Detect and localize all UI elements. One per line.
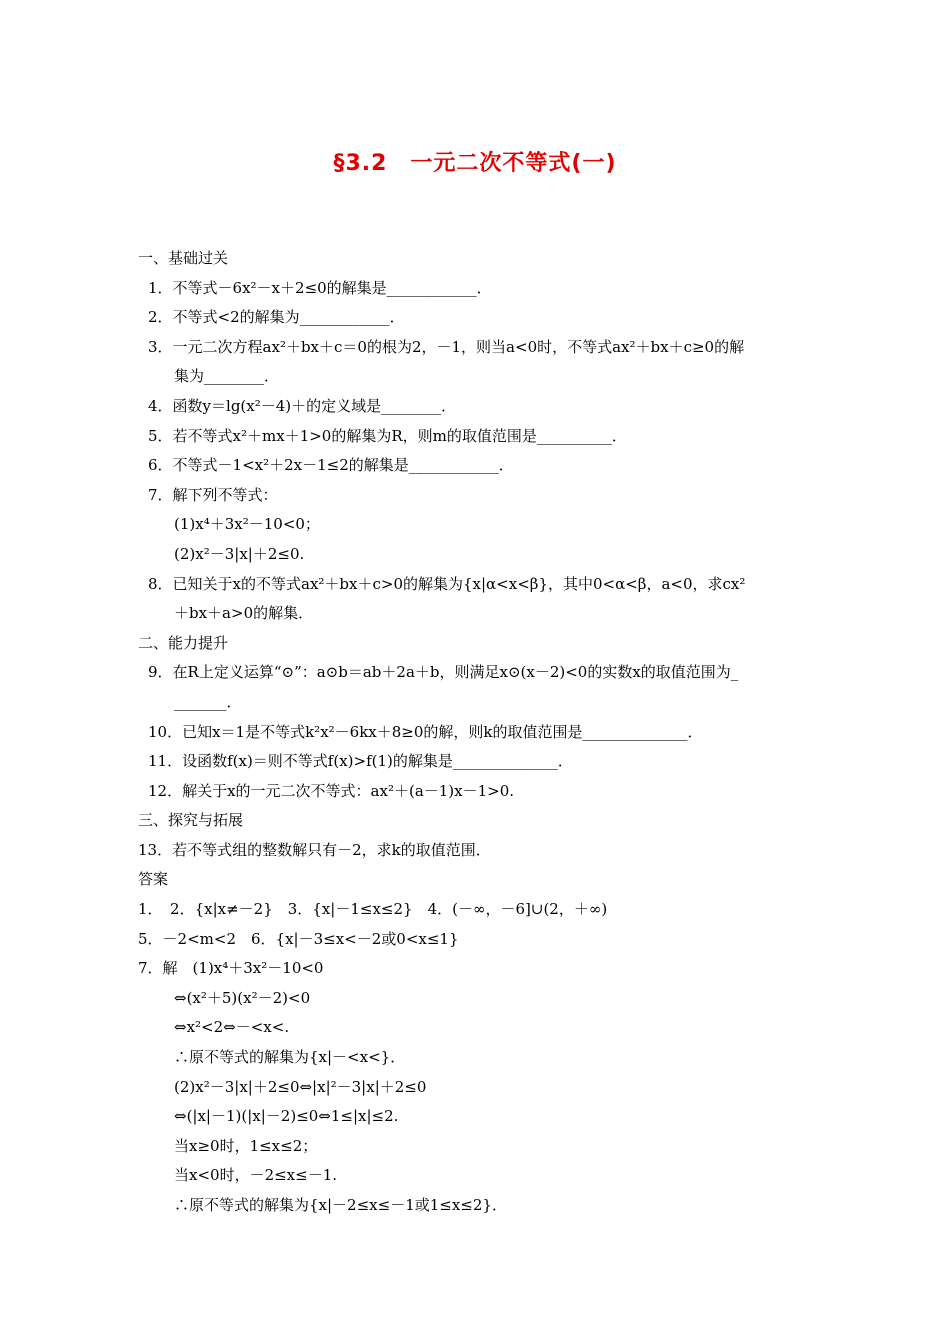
text-line: 5．－2<m<2 6．{x|－3≤x<－2或0<x≤1} [138, 929, 459, 948]
text-line: 8．已知关于x的不等式ax²＋bx＋c>0的解集为{x|α<x<β}，其中0<α<β，a<0，求cx² [148, 574, 746, 593]
text-line: ∴原不等式的解集为{x|－<x<}． [174, 1048, 406, 1067]
text-line: 13．若不等式组的整数解只有－2，求k的取值范围． [138, 840, 491, 859]
page-title: §3.2 一元二次不等式(一) [333, 151, 617, 176]
text-line: 9．在R上定义运算“⊙”：a⊙b＝ab＋2a＋b，则满足x⊙(x－2)<0的实数x的取值范围为_ [148, 663, 739, 682]
text-line: 4．函数y＝lg(x²－4)＋的定义域是________． [148, 396, 457, 415]
text-line: 12．解关于x的一元二次不等式：ax²＋(a－1)x－1>0. [148, 781, 515, 800]
text-line: ∴原不等式的解集为{x|－2≤x≤－1或1≤x≤2}． [174, 1196, 507, 1214]
text-line: (2)x²－3|x|＋2≤0. [174, 544, 305, 563]
text-line: ⇔x²<2⇔－<x<. [174, 1018, 290, 1037]
text-line: 集为________． [174, 367, 280, 386]
text-line: 7．解下列不等式： [148, 485, 278, 504]
text-line: ⇔(|x|－1)(|x|－2)≤0⇔1≤|x|≤2. [174, 1107, 399, 1126]
text-line: 二、能力提升 [138, 633, 229, 652]
text-line: (2)x²－3|x|＋2≤0⇔|x|²－3|x|＋2≤0 [174, 1077, 427, 1096]
text-line: 11．设函数f(x)＝则不等式f(x)>f(1)的解集是______________． [148, 752, 573, 771]
text-line: 7．解 (1)x⁴＋3x²－10<0 [138, 959, 324, 978]
document-body [138, 244, 828, 1221]
text-line: ⇔(x²＋5)(x²－2)<0 [174, 988, 311, 1007]
text-line: 一、基础过关 [138, 249, 229, 267]
text-line: 2．不等式<2的解集为____________． [148, 308, 405, 327]
text-line: ＋bx＋a>0的解集． [174, 604, 314, 623]
text-line: 5．若不等式x²＋mx＋1>0的解集为R，则m的取值范围是__________． [148, 426, 627, 445]
text-line: 10．已知x＝1是不等式k²x²－6kx＋8≥0的解，则k的取值范围是______________． [148, 722, 703, 741]
text-line: (1)x⁴＋3x²－10<0； [174, 515, 320, 534]
text-line: 1．不等式－6x²－x＋2≤0的解集是____________． [148, 278, 492, 297]
text-line: 1． 2．{x|x≠－2} 3．{x|－1≤x≤2} 4．(－∞，－6]∪(2，＋∞) [138, 900, 608, 919]
text-line: 答案 [138, 870, 169, 889]
text-line: 三、探究与拓展 [138, 811, 244, 830]
text-line: 3．一元二次方程ax²＋bx＋c＝0的根为2，－1，则当a<0时，不等式ax²＋bx＋c≥0的解 [148, 337, 745, 356]
text-line: _______． [174, 692, 242, 711]
text-line: 6．不等式－1<x²＋2x－1≤2的解集是____________． [148, 456, 514, 475]
text-line: 当x≥0时，1≤x≤2； [174, 1136, 318, 1155]
text-line: 当x<0时，－2≤x≤－1. [174, 1166, 338, 1185]
